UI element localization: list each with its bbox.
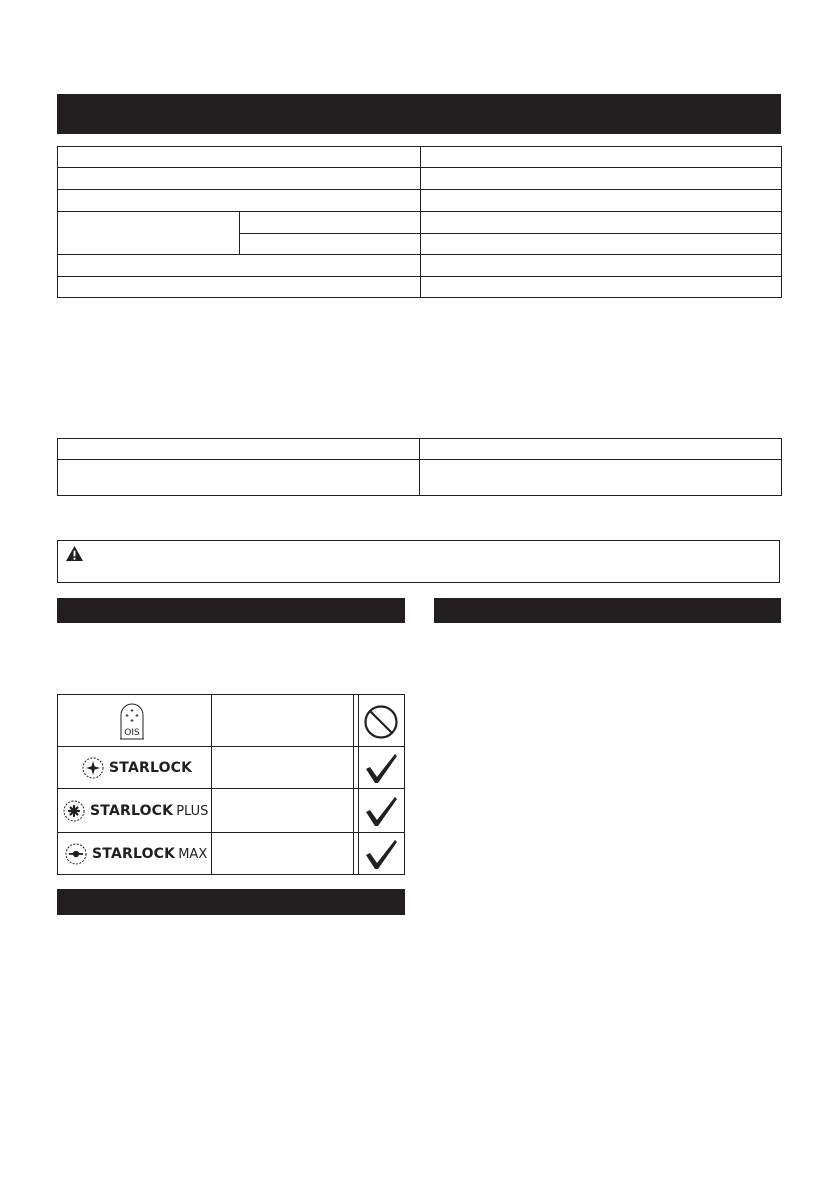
section-header-bar [57,94,781,134]
table-row [58,212,782,234]
accessory-compatibility-table [57,694,405,875]
table-cell-value [421,168,782,190]
divider [353,695,354,874]
table-row [58,190,782,212]
divider [58,832,404,833]
divider [58,746,404,747]
divider [58,788,404,789]
table-cell-label [58,212,240,255]
table-row [58,147,782,168]
table-cell-label [58,255,421,277]
ois-logo [119,702,145,740]
check-mark-icon [363,751,399,785]
starlock-max-wordmark: STARLOCK [92,846,176,862]
table-cell-value [421,277,782,298]
table-row [58,439,782,460]
starlock-plus-wordmark: STARLOCK [90,803,174,819]
table-cell-sublabel [240,234,421,255]
prohibited-icon [363,704,399,740]
table-cell-label [58,439,420,460]
table-cell-value [421,190,782,212]
check-mark-icon [363,794,399,828]
table-cell-label [58,147,421,168]
starlock-plus-logo [61,798,208,824]
table-cell-value [421,255,782,277]
table-cell-value [421,147,782,168]
ois-mount-icon [119,702,145,740]
starlock-max-logo [63,841,207,867]
table-row [58,277,782,298]
divider [358,695,359,874]
left-section-header-bar-2 [57,889,405,915]
starlock-max-suffix: MAX [178,846,208,862]
table-cell-label [58,190,421,212]
specifications-table [57,146,782,298]
starlock-logo [80,755,192,781]
table-cell-value [421,234,782,255]
table-cell-value [420,439,782,460]
ois-label: OIS [124,728,140,738]
table-cell-sublabel [240,212,421,234]
starlock-plus-gear-icon [61,798,87,824]
starlock-wordmark: STARLOCK [109,760,193,776]
left-section-header-bar [57,598,405,623]
table-cell-label [58,168,421,190]
info-table [57,438,782,496]
table-row [58,168,782,190]
starlock-max-gear-icon [63,841,89,867]
divider [211,695,212,874]
warning-triangle-icon [65,545,84,562]
table-row [58,460,782,496]
warning-box [57,540,780,583]
table-cell-label [58,460,420,496]
starlock-plus-suffix: PLUS [176,803,209,819]
table-cell-label [58,277,421,298]
table-cell-value [420,460,782,496]
right-section-header-bar [434,598,781,623]
table-cell-value [421,212,782,234]
table-row [58,255,782,277]
check-mark-icon [363,837,399,871]
starlock-gear-icon [80,755,106,781]
